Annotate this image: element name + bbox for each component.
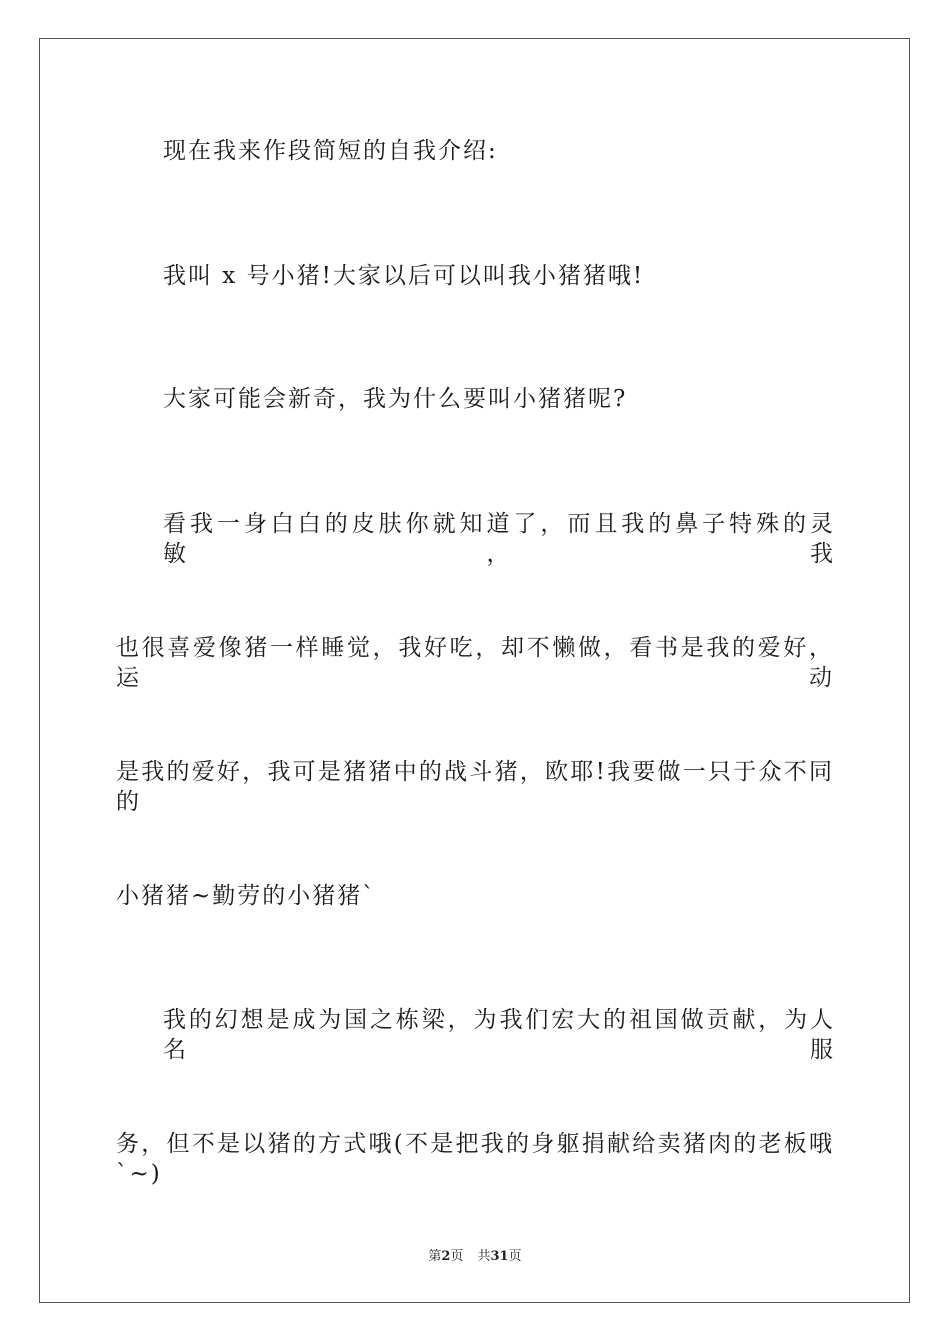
paragraph-line-3: 大家可能会新奇，我为什么要叫小猪猪呢?	[163, 386, 628, 412]
paragraph-line-2: 我叫 x 号小猪!大家以后可以叫我小猪猪哦!	[163, 263, 645, 289]
paragraph-line-1: 现在我来作段简短的自我介绍:	[163, 138, 498, 164]
page-footer	[0, 1248, 950, 1266]
paragraph-line-9: 务，但不是以猪的方式哦(不是把我的身躯捐献给卖猪肉的老板哦`~)	[116, 1131, 834, 1187]
page-prefix: 第	[428, 1249, 442, 1264]
total-prefix: 共	[477, 1249, 491, 1264]
paragraph-line-5: 也很喜爱像猪一样睡觉，我好吃，却不懒做，看书是我的爱好，运动	[116, 635, 834, 691]
paragraph-line-8: 我的幻想是成为国之栋梁，为我们宏大的祖国做贡献，为人名服	[163, 1007, 835, 1063]
total-pages: 31	[490, 1249, 509, 1264]
page-number: 2	[441, 1249, 451, 1264]
total-suffix: 页	[508, 1249, 522, 1264]
paragraph-line-7: 小猪猪~勤劳的小猪猪`	[116, 883, 376, 909]
paragraph-line-4: 看我一身白白的皮肤你就知道了，而且我的鼻子特殊的灵敏，我	[163, 511, 835, 567]
page-suffix: 页	[450, 1249, 464, 1264]
paragraph-line-6: 是我的爱好，我可是猪猪中的战斗猪，欧耶!我要做一只于众不同的	[116, 759, 834, 815]
